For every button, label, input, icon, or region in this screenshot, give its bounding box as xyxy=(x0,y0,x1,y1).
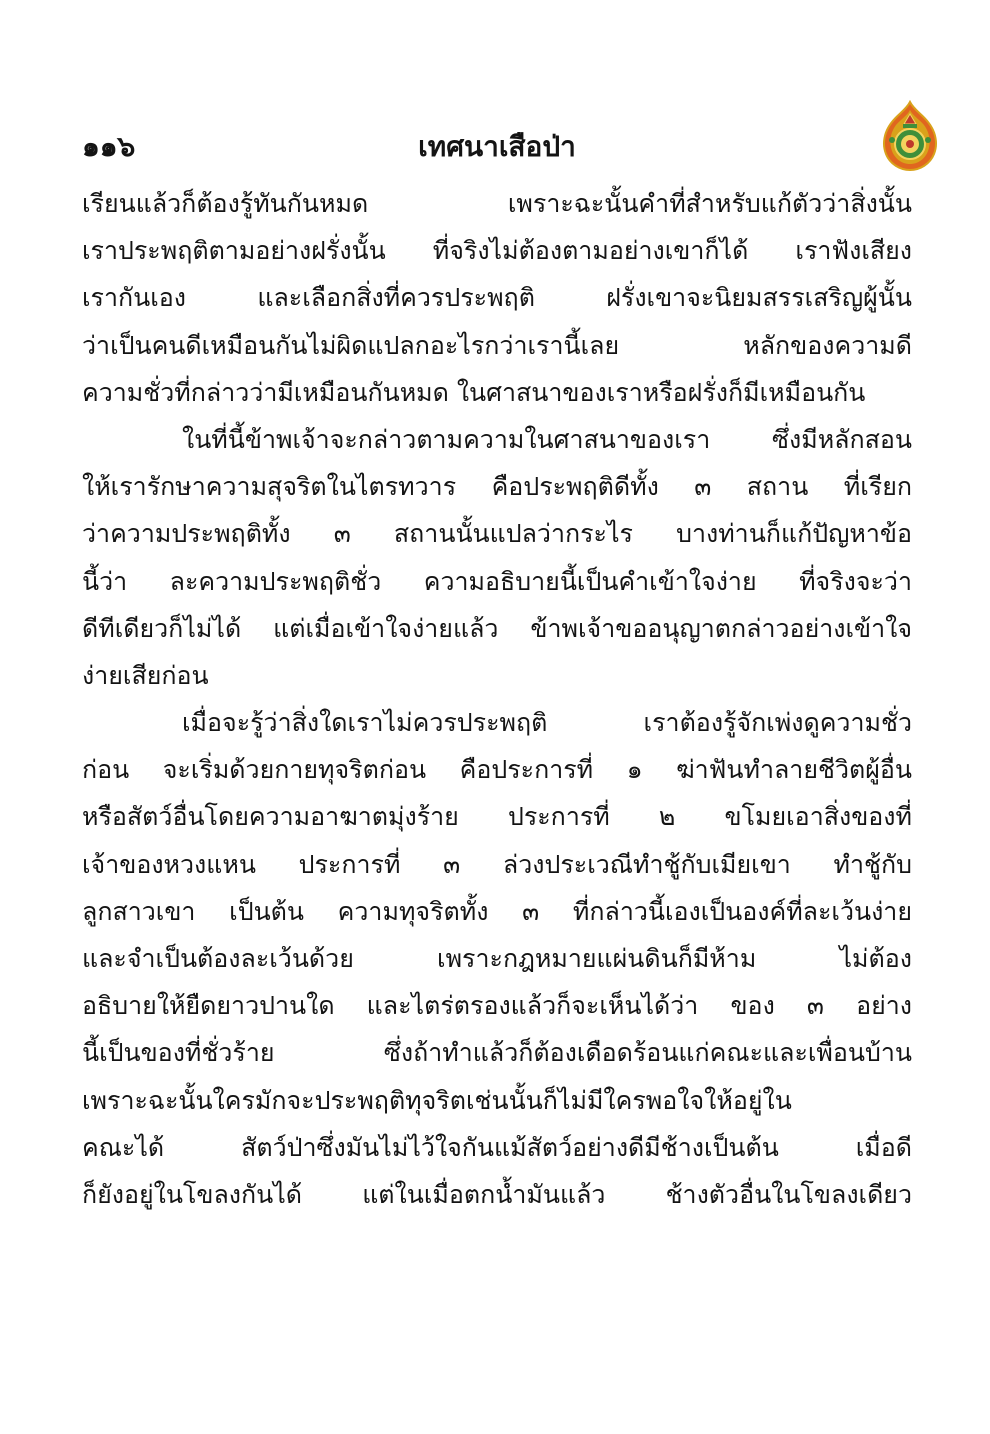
text-line: ก่อน จะเริ่มด้วยกายทุจริตก่อน คือประการที่ ๑ ฆ่าฟันทำลายชีวิตผู้อื่น xyxy=(82,755,912,785)
text-line: ว่าความประพฤติทั้ง ๓ สถานนั้นแปลว่ากระไร บางท่านก็แก้ปัญหาข้อ xyxy=(82,519,912,549)
text-line: ดีทีเดียวก็ไม่ได้ แต่เมื่อเข้าใจง่ายแล้ว ข้าพเจ้าขออนุญาตกล่าวอย่างเข้าใจ xyxy=(82,613,912,643)
text-line: ง่ายเสียก่อน xyxy=(82,660,209,690)
text-line: ความชั่วที่กล่าวว่ามีเหมือนกันหมด ในศาสนาของเราหรือฝรั่งก็มีเหมือนกัน xyxy=(82,377,866,407)
text-line: ก็ยังอยู่ในโขลงกันได้ แต่ในเมื่อตกน้ำมันแล้ว ช้างตัวอื่นในโขลงเดียว xyxy=(82,1179,912,1209)
page-number: ๑๑๖ xyxy=(82,130,136,163)
text-line: นี้เป็นของที่ชั่วร้าย ซึ่งถ้าทำแล้วก็ต้องเดือดร้อนแก่คณะและเพื่อนบ้าน xyxy=(82,1038,912,1068)
text-line: เรียนแล้วก็ต้องรู้ทันกันหมด เพราะฉะนั้นคำที่สำหรับแก้ตัวว่าสิ่งนั้น xyxy=(82,189,912,218)
text-line: ในที่นี้ข้าพเจ้าจะกล่าวตามความในศาสนาของเรา ซึ่งมีหลักสอน xyxy=(182,424,912,454)
text-line: เพราะฉะนั้นใครมักจะประพฤติทุจริตเช่นนั้นก็ไม่มีใครพอใจให้อยู่ใน xyxy=(82,1085,792,1115)
text-line: ให้เรารักษาความสุจริตในไตรทวาร คือประพฤติดีทั้ง ๓ สถาน ที่เรียก xyxy=(82,472,912,502)
text-line: และจำเป็นต้องละเว้นด้วย เพราะกฎหมายแผ่นดินก็มีห้าม ไม่ต้อง xyxy=(82,944,912,973)
text-line: เรากันเอง และเลือกสิ่งที่ควรประพฤติ ฝรั่งเขาจะนิยมสรรเสริญผู้นั้น xyxy=(82,283,912,313)
text-line: เมื่อจะรู้ว่าสิ่งใดเราไม่ควรประพฤติ เราต้องรู้จักเพ่งดูความชั่ว xyxy=(182,708,912,738)
text-line: เราประพฤติตามอย่างฝรั่งนั้น ที่จริงไม่ต้องตามอย่างเขาก็ได้ เราฟังเสียง xyxy=(82,236,912,266)
royal-crest-icon xyxy=(878,100,942,172)
text-line: ว่าเป็นคนดีเหมือนกันไม่ผิดแปลกอะไรกว่าเรานี้เลย หลักของความดี xyxy=(82,330,912,360)
text-line: นี้ว่า ละความประพฤติชั่ว ความอธิบายนี้เป็นคำเข้าใจง่าย ที่จริงจะว่า xyxy=(82,566,912,596)
text-line: เจ้าของหวงแหน ประการที่ ๓ ล่วงประเวณีทำชู้กับเมียเขา ทำชู้กับ xyxy=(82,849,912,879)
text-line: หรือสัตว์อื่นโดยความอาฆาตมุ่งร้าย ประการที่ ๒ ขโมยเอาสิ่งของที่ xyxy=(82,802,912,832)
text-line: ลูกสาวเขา เป็นต้น ความทุจริตทั้ง ๓ ที่กล่าวนี้เองเป็นองค์ที่ละเว้นง่าย xyxy=(82,896,912,926)
page-header xyxy=(82,125,912,175)
text-line: อธิบายให้ยืดยาวปานใด และไตร่ตรองแล้วก็จะเห็นได้ว่า ของ ๓ อย่าง xyxy=(82,991,912,1021)
running-title: เทศนาเสือป่า xyxy=(418,130,576,163)
text-line: คณะได้ สัตว์ป่าซึ่งมันไม่ไว้ใจกันแม้สัตว์อย่างดีมีช้างเป็นต้น เมื่อดี xyxy=(82,1132,912,1162)
body-text xyxy=(82,180,912,1218)
